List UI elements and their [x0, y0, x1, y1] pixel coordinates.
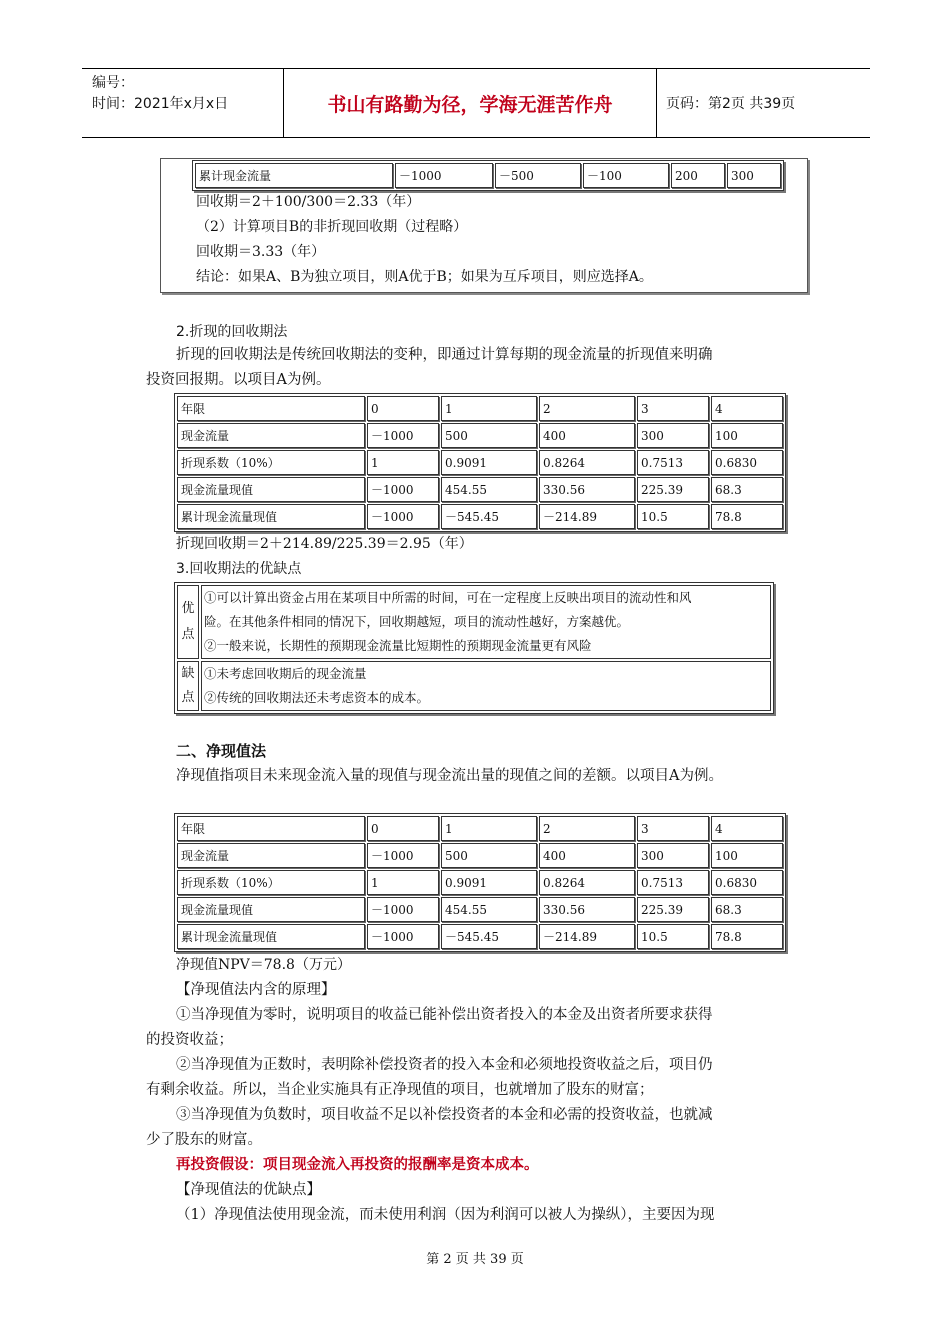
discount-table-a — [174, 393, 786, 532]
table-cell: 78.8 — [711, 924, 783, 949]
payback-step-b: （2）计算项目B的非折现回收期（过程略） — [196, 219, 468, 235]
table-cell: 500 — [441, 423, 537, 448]
table-cell: 0.6830 — [711, 870, 783, 895]
table-cell: －1000 — [367, 423, 439, 448]
section-heading: 3.回收期法的优缺点 — [176, 561, 302, 577]
cumulative-cashflow-table — [192, 160, 784, 191]
principle-title: 【净现值法内含的原理】 — [176, 982, 336, 998]
table-row — [177, 477, 783, 502]
table-cell: 0.9091 — [441, 450, 537, 475]
table-cell: 现金流量现值 — [177, 897, 365, 922]
paragraph-line: 有剩余收益。所以，当企业实施具有正净现值的项目，也就增加了股东的财富； — [146, 1082, 654, 1098]
table-cell: 454.55 — [441, 897, 537, 922]
table-cell: 0.9091 — [441, 870, 537, 895]
table-cell: 300 — [727, 163, 781, 188]
table-cell: －1000 — [367, 897, 439, 922]
table-cell: 0.7513 — [637, 870, 709, 895]
table-row — [177, 870, 783, 895]
table-cell: －545.45 — [441, 504, 537, 529]
table-cell: －100 — [583, 163, 669, 188]
table-row — [177, 897, 783, 922]
table-row — [177, 843, 783, 868]
table-cell: －1000 — [367, 843, 439, 868]
table-cell: 折现系数（10%） — [177, 450, 365, 475]
page-footer: 第 2 页 共 39 页 — [426, 1252, 524, 1267]
paragraph-line: （1）净现值法使用现金流，而未使用利润（因为利润可以被人为操纵），主要因为现 — [176, 1207, 715, 1223]
table-cell: 4 — [711, 396, 783, 421]
table-cell: 现金流量 — [177, 843, 365, 868]
pros-line: 险。在其他条件相同的情况下，回收期越短，项目的流动性越好，方案越优。 — [204, 614, 630, 629]
table-cell: 330.56 — [539, 897, 635, 922]
table-cell: 累计现金流量现值 — [177, 924, 365, 949]
table-cell: 3 — [637, 816, 709, 841]
table-cell: 400 — [539, 423, 635, 448]
cons-line: ②传统的回收期法还未考虑资本的成本。 — [204, 690, 430, 705]
npv-result: 净现值NPV＝78.8（万元） — [176, 957, 351, 973]
discount-table-b — [174, 813, 786, 952]
table-cell: 500 — [441, 843, 537, 868]
pros-cons-table — [174, 582, 774, 714]
table-row — [177, 816, 783, 841]
merits-title: 【净现值法的优缺点】 — [176, 1182, 321, 1198]
table-cell: 100 — [711, 843, 783, 868]
pros-cell — [201, 585, 771, 659]
paragraph-line: ②当净现值为正数时，表明除补偿投资者的投入本金和必须地投资收益之后，项目仍 — [176, 1057, 713, 1073]
table-cell: －214.89 — [539, 924, 635, 949]
motto: 书山有路勤为径，学海无涯苦作舟 — [284, 69, 657, 137]
table-cell: 现金流量 — [177, 423, 365, 448]
table-cell: 200 — [671, 163, 725, 188]
table-cell: 4 — [711, 816, 783, 841]
discounted-payback-result: 折现回收期＝2＋214.89/225.39＝2.95（年） — [176, 536, 473, 552]
cons-label-char: 缺 — [181, 666, 195, 681]
pros-label — [177, 585, 199, 659]
table-cell: 454.55 — [441, 477, 537, 502]
table-cell: －545.45 — [441, 924, 537, 949]
page-header — [82, 68, 870, 138]
table-cell: －1000 — [395, 163, 493, 188]
table-cell: 10.5 — [637, 504, 709, 529]
paragraph-line: 少了股东的财富。 — [146, 1132, 262, 1148]
table-cell: 年限 — [177, 396, 365, 421]
table-cell: 225.39 — [637, 897, 709, 922]
table-cell: 0.8264 — [539, 450, 635, 475]
table-cell: 0 — [367, 816, 439, 841]
table-cell: 年限 — [177, 816, 365, 841]
table-cell: －1000 — [367, 924, 439, 949]
table-cell: 10.5 — [637, 924, 709, 949]
section-heading: 2.折现的回收期法 — [176, 324, 288, 340]
cons-label-char: 点 — [181, 690, 195, 705]
table-cell: 330.56 — [539, 477, 635, 502]
table-cell: －214.89 — [539, 504, 635, 529]
paragraph-line: ③当净现值为负数时，项目收益不足以补偿投资者的本金和必需的投资收益，也就减 — [176, 1107, 713, 1123]
npv-heading: 二、净现值法 — [176, 742, 267, 760]
table-cell: 0.8264 — [539, 870, 635, 895]
header-left-cell — [82, 69, 284, 137]
pros-label-char: 点 — [181, 627, 195, 642]
pros-line: ②一般来说，长期性的预期现金流量比短期性的预期现金流量更有风险 — [204, 638, 592, 653]
paragraph-line: ①当净现值为零时，说明项目的收益已能补偿出资者投入的本金及出资者所要求获得 — [176, 1007, 713, 1023]
table-row — [177, 396, 783, 421]
table-row — [177, 504, 783, 529]
table-row — [177, 924, 783, 949]
time-label: 时间：2021年x月x日 — [92, 96, 229, 112]
table-cell: －1000 — [367, 504, 439, 529]
npv-intro: 净现值指项目未来现金流入量的现值与现金流出量的现值之间的差额。以项目A为例。 — [176, 768, 723, 784]
table-row — [195, 163, 781, 188]
paragraph-line: 的投资收益； — [146, 1032, 233, 1048]
cons-cell — [201, 661, 771, 711]
payback-result-b: 回收期＝3.33（年） — [196, 244, 326, 260]
table-cell: 0 — [367, 396, 439, 421]
payback-result-a: 回收期＝2＋100/300＝2.33（年） — [196, 194, 421, 210]
table-cell: 0.7513 — [637, 450, 709, 475]
table-cell: 累计现金流量 — [195, 163, 393, 188]
table-cell: 300 — [637, 423, 709, 448]
table-cell: 1 — [367, 870, 439, 895]
table-cell: 68.3 — [711, 477, 783, 502]
pros-label-char: 优 — [181, 601, 195, 616]
table-row — [177, 423, 783, 448]
table-cell: 78.8 — [711, 504, 783, 529]
table-cell: 68.3 — [711, 897, 783, 922]
table-cell: 400 — [539, 843, 635, 868]
payback-conclusion: 结论：如果A、B为独立项目，则A优于B；如果为互斥项目，则应选择A。 — [196, 269, 653, 285]
table-cell: 300 — [637, 843, 709, 868]
table-cell: －1000 — [367, 477, 439, 502]
table-cell: 1 — [441, 396, 537, 421]
table-cell: 0.6830 — [711, 450, 783, 475]
table-row — [177, 450, 783, 475]
number-label: 编号： — [92, 75, 134, 91]
table-cell: 折现系数（10%） — [177, 870, 365, 895]
table-cell: 1 — [367, 450, 439, 475]
table-cell: 2 — [539, 816, 635, 841]
page-indicator: 页码：第2页 共39页 — [666, 96, 796, 112]
table-cell: 现金流量现值 — [177, 477, 365, 502]
reinvestment-assumption: 再投资假设：项目现金流入再投资的报酬率是资本成本。 — [176, 1156, 539, 1173]
table-cell: 1 — [441, 816, 537, 841]
table-cell: 3 — [637, 396, 709, 421]
table-cell: 累计现金流量现值 — [177, 504, 365, 529]
table-cell: 100 — [711, 423, 783, 448]
cons-label — [177, 661, 199, 711]
paragraph-line: 折现的回收期法是传统回收期法的变种，即通过计算每期的现金流量的折现值来明确 — [176, 347, 713, 363]
paragraph-line: 投资回报期。以项目A为例。 — [146, 372, 331, 388]
table-cell: 2 — [539, 396, 635, 421]
table-cell: 225.39 — [637, 477, 709, 502]
table-cell: －500 — [495, 163, 581, 188]
cons-line: ①未考虑回收期后的现金流量 — [204, 666, 367, 681]
pros-line: ①可以计算出资金占用在某项目中所需的时间，可在一定程度上反映出项目的流动性和风 — [204, 590, 692, 605]
